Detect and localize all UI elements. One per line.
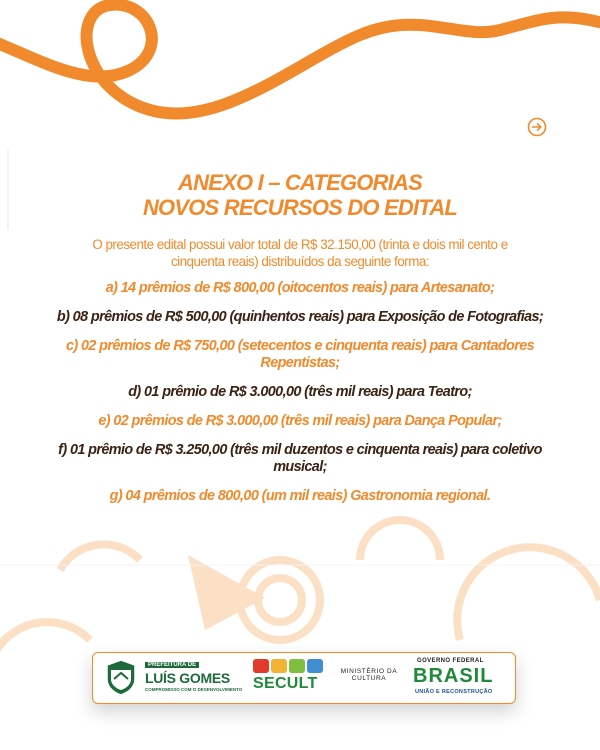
prefeitura-label: PREFEITURA DE: [145, 662, 199, 668]
coat-of-arms-icon: [101, 657, 141, 697]
category-item: f) 01 prêmio de R$ 3.250,00 (três mil duzentos e cinquenta reais) para coletivo musical;: [58, 442, 542, 475]
prefeitura-name: LUÍS GOMES: [145, 670, 230, 686]
gov-name: [413, 665, 493, 688]
gov-label: GOVERNO FEDERAL: [417, 658, 484, 664]
orange-swirl-decoration: [0, 5, 600, 114]
governo-federal-logo: [405, 657, 509, 697]
secult-logo: [249, 657, 329, 697]
category-item: c) 02 prêmios de R$ 750,00 (setecentos e cinquenta reais) para Cantadores Repentistas;: [65, 338, 535, 371]
gov-name-text: BRASIL: [413, 665, 494, 687]
category-list: [0, 280, 600, 505]
intro-text: O presente edital possui valor total de R$ 32.150,00 (trinta e dois mil cento e cinquenta reais) distribuídos da seguinte forma:: [92, 237, 508, 269]
page-title: ANEXO I – CATEGORIAS: [178, 170, 422, 195]
secult-name: SECULT: [253, 675, 318, 692]
ministerio-line2: CULTURA: [351, 675, 387, 682]
category-item: g) 04 prêmios de 800,00 (um mil reais) Gastronomia regional.: [109, 488, 491, 504]
arrow-right-circle-icon[interactable]: [527, 117, 547, 137]
category-item: e) 02 prêmios de R$ 3.000,00 (três mil reais) para Dança Popular;: [98, 413, 502, 429]
category-item: a) 14 prêmios de R$ 800,00 (oitocentos reais) para Artesanato;: [105, 280, 495, 296]
ministerio-line1: MINISTÉRIO DA: [340, 668, 398, 675]
footer-logos-bar: [92, 652, 516, 704]
category-item: b) 08 prêmios de R$ 500,00 (quinhentos reais) para Exposição de Fotografias;: [56, 309, 544, 325]
prefeitura-logo: [101, 657, 241, 697]
prefeitura-slogan: COMPROMISSO COM O DESENVOLVIMENTO: [145, 687, 243, 692]
page-subtitle: NOVOS RECURSOS DO EDITAL: [142, 195, 458, 220]
main-content: [0, 170, 600, 517]
ministerio-logo: [335, 657, 403, 697]
category-item: d) 01 prêmio de R$ 3.000,00 (três mil reais) para Teatro;: [128, 384, 472, 400]
secult-icons: [253, 659, 325, 675]
gov-slogan: UNIÃO E RECONSTRUÇÃO: [415, 689, 493, 695]
